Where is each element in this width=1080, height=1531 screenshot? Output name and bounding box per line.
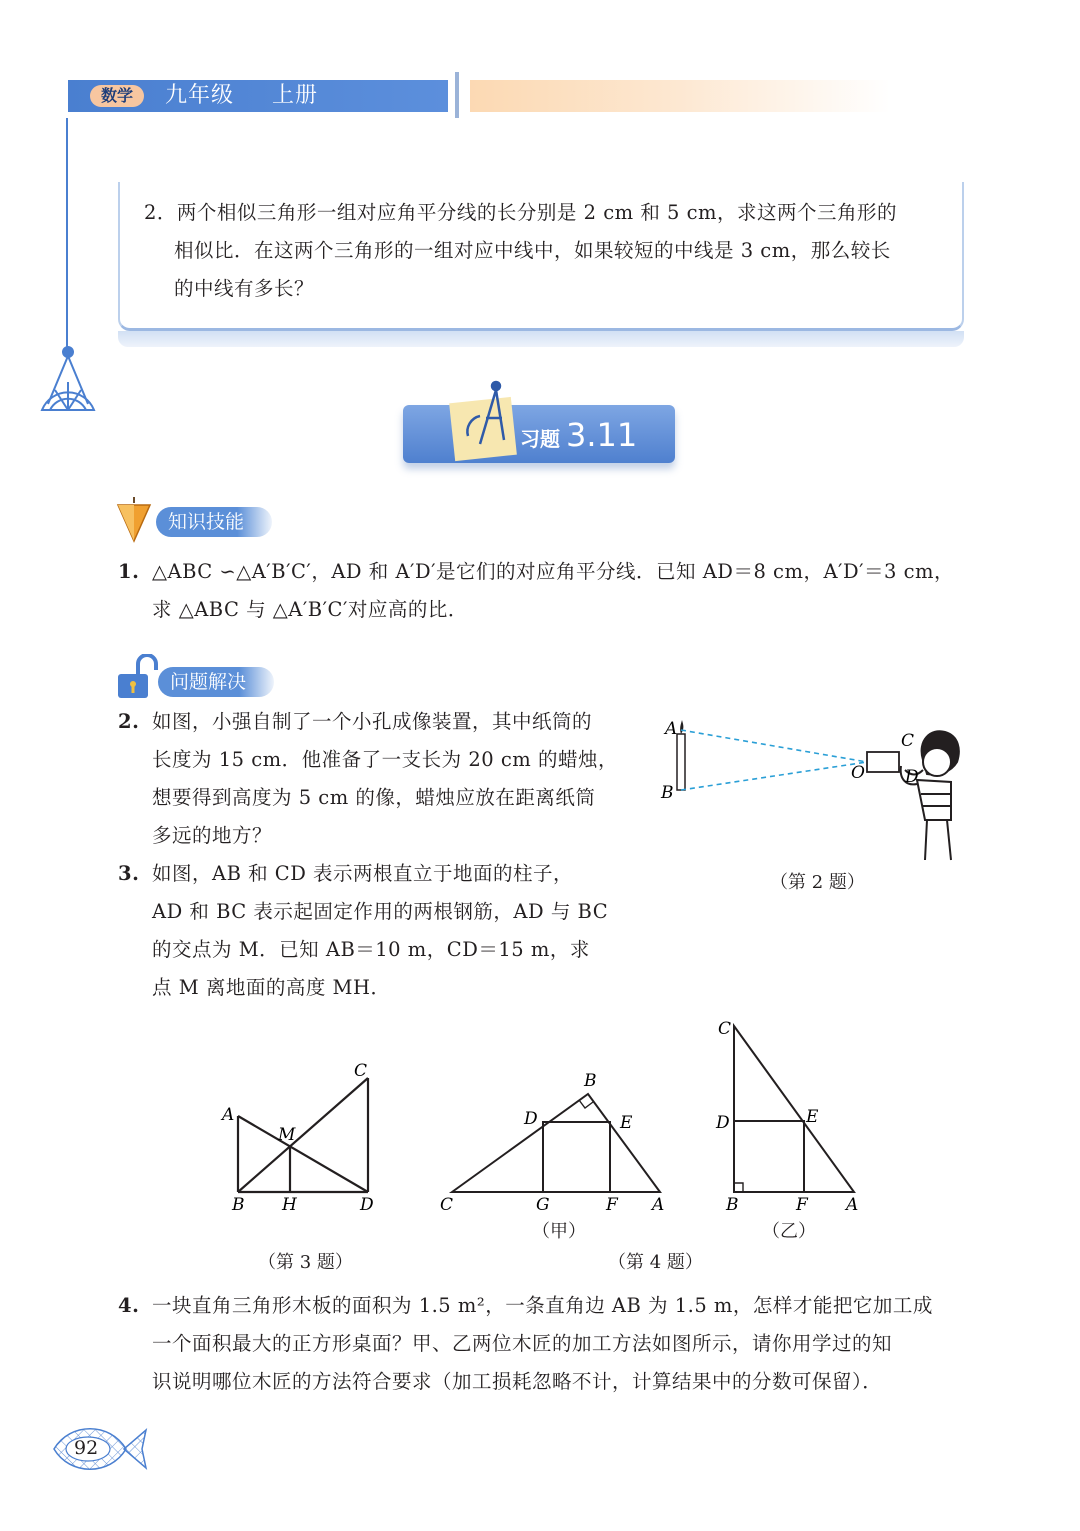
fig4-caption: （第 4 题） <box>608 1252 703 1273</box>
fig3-label-m: M <box>278 1125 296 1145</box>
fig2-label-b: B <box>661 783 674 803</box>
fig2-caption: （第 2 题） <box>770 872 865 893</box>
practice-line-3: 的中线有多长？ <box>174 277 315 300</box>
fig3-label-a: A <box>222 1105 235 1125</box>
q3-line-3: 的交点为 M．已知 AB＝10 m，CD＝15 m，求 <box>152 938 590 961</box>
section-problem-solving: 问题解决 <box>158 667 274 697</box>
fig4a-caption: （甲） <box>532 1221 586 1242</box>
q2-line-2: 长度为 15 cm．他准备了一支长为 20 cm 的蜡烛， <box>152 748 618 771</box>
fig4a-label-e: E <box>620 1113 633 1133</box>
fig3-label-d: D <box>360 1195 374 1215</box>
q1-line-2: 求 △ABC 与 △A′B′C′对应高的比． <box>152 598 468 621</box>
practice-line-1: 2．两个相似三角形一组对应角平分线的长分别是 2 cm 和 5 cm，求这两个三角形的 <box>144 201 898 224</box>
fig2-label-a: A <box>665 719 678 739</box>
right-angle-mark <box>579 1100 593 1108</box>
section-knowledge-skills: 知识技能 <box>156 507 272 537</box>
wire-bc <box>238 1078 368 1192</box>
fig4b-caption: （乙） <box>762 1221 816 1242</box>
margin-line <box>66 118 68 348</box>
header-volume: 上册 <box>272 83 319 108</box>
fig4b-label-a: A <box>846 1195 859 1214</box>
q3-number: 3. <box>118 862 140 885</box>
fig2-label-c: C <box>901 731 915 751</box>
subject-badge: 数学 <box>90 85 144 107</box>
q3-line-4: 点 M 离地面的高度 MH． <box>152 976 391 999</box>
q1-number: 1. <box>118 560 140 583</box>
fig2-label-o: O <box>851 763 865 783</box>
exercise-title-label: 习题 <box>520 427 560 451</box>
triangle-abc <box>734 1026 854 1192</box>
fig3-label-h: H <box>282 1195 297 1215</box>
figure-q4-b <box>712 1014 872 1214</box>
fish-icon <box>50 1418 150 1480</box>
fig4a-label-f: F <box>606 1195 618 1215</box>
fig4a-label-c: C <box>440 1195 454 1215</box>
candle-flame <box>680 720 683 734</box>
q2-line-3: 想要得到高度为 5 cm 的像，蜡烛应放在距离纸筒 <box>152 786 596 809</box>
q3-line-2: AD 和 BC 表示起固定作用的两根钢筋，AD 与 BC <box>152 900 609 923</box>
fig4b-label-e: E <box>806 1107 819 1127</box>
figure-q3-posts <box>218 1058 388 1218</box>
q1-line-1: △ABC ∽△A′B′C′，AD 和 A′D′是它们的对应角平分线．已知 AD＝8 cm，A′D′＝3 cm， <box>152 560 955 583</box>
ray-bottom <box>681 762 867 790</box>
q4-line-1: 一块直角三角形木板的面积为 1.5 m²，一条直角边 AB 为 1.5 m，怎样才能把它加工成 <box>152 1294 933 1317</box>
fig3-label-b: B <box>232 1195 245 1215</box>
paper-tube <box>867 752 899 772</box>
practice-line-2: 相似比．在这两个三角形的一组对应中线中，如果较短的中线是 3 cm，那么较长 <box>174 239 891 262</box>
fig4a-label-d: D <box>524 1109 538 1129</box>
header-decoration <box>470 80 890 112</box>
candle <box>677 734 685 790</box>
fig4b-label-f: F <box>796 1195 808 1214</box>
fig2-label-d: D <box>905 767 919 787</box>
header-grade: 九年级 <box>165 83 235 108</box>
q4-number: 4. <box>118 1294 140 1317</box>
q2-number: 2. <box>118 710 140 733</box>
q2-line-4: 多远的地方？ <box>152 824 273 847</box>
fig4b-label-d: D <box>716 1113 730 1133</box>
header-grade-volume <box>165 82 318 110</box>
fig3-label-c: C <box>354 1061 368 1081</box>
plumb-bob-icon <box>116 497 152 543</box>
practice-box-shadow <box>118 331 964 347</box>
right-angle-mark <box>734 1183 743 1192</box>
square-dbfe <box>734 1121 804 1192</box>
figure-q4-a <box>438 1066 678 1216</box>
q4-line-3: 识说明哪位木匠的方法符合要求（加工损耗忽略不计，计算结果中的分数可保留）． <box>152 1370 883 1393</box>
fig4b-label-b: B <box>726 1195 739 1214</box>
fig4a-label-a: A <box>652 1195 665 1215</box>
figure-q2-pinhole <box>655 710 975 870</box>
q2-line-1: 如图，小强自制了一个小孔成像装置，其中纸筒的 <box>152 710 593 733</box>
q3-line-1: 如图，AB 和 CD 表示两根直立于地面的柱子， <box>152 862 574 885</box>
header-divider <box>455 72 459 118</box>
exercise-title-number: 3.11 <box>566 416 638 454</box>
compass-icon <box>38 342 98 416</box>
fig4a-label-g: G <box>536 1195 550 1215</box>
padlock-icon <box>116 654 160 700</box>
ray-top <box>681 730 867 762</box>
exercise-title <box>520 413 637 461</box>
wire-ad <box>238 1116 368 1192</box>
fig4a-label-b: B <box>584 1071 597 1091</box>
q4-line-2: 一个面积最大的正方形桌面？甲、乙两位木匠的加工方法如图所示，请你用学过的知 <box>152 1332 893 1355</box>
triangle-abc <box>452 1094 660 1192</box>
square-defg <box>543 1122 610 1192</box>
page-number: 92 <box>74 1437 99 1459</box>
fig3-caption: （第 3 题） <box>258 1252 353 1273</box>
drawing-compass-icon <box>462 378 512 458</box>
fig4b-label-c: C <box>718 1019 732 1039</box>
